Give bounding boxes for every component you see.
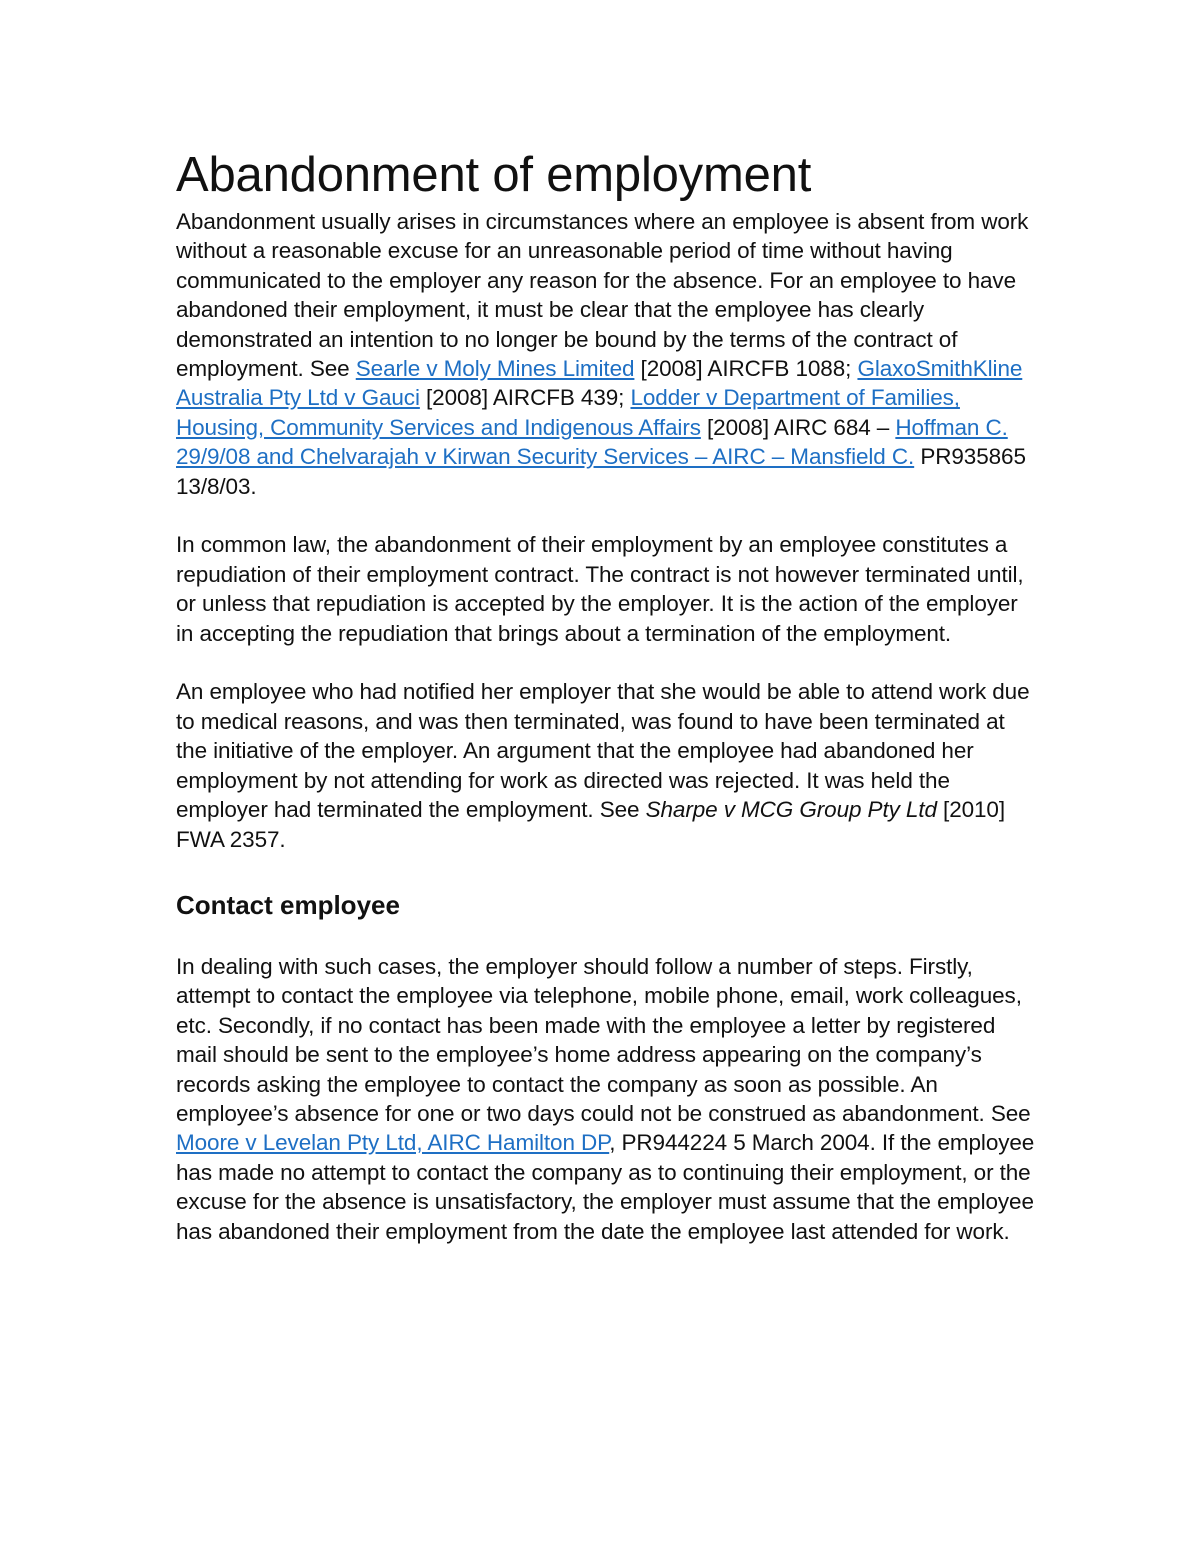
paragraph-contact-steps — [176, 952, 1036, 1246]
paragraph-text: [2008] AIRCFB 1088; — [634, 356, 858, 382]
paragraph-text: PR935865 13/8/03. — [176, 444, 1026, 499]
paragraph-text: In dealing with such cases, the employer should follow a number of steps. Firstly, attempt to contact the employee via telephone, mobile phone, email, work colleagues, etc. Secondly, if no contact has been made with the employee a letter by registered mail should be sent to the employee’s home address appearing on the company’s records asking the employee to contact the company as soon as possible. An employee’s absence for one or two days could not be construed as abandonment. See — [176, 953, 1031, 1126]
paragraph-text: [2010] FWA 2357. — [176, 797, 1005, 852]
case-citation-sharpe: Sharpe v MCG Group Pty Ltd — [645, 797, 937, 823]
paragraph-text: Abandonment usually arises in circumstances where an employee is absent from work without a reasonable excuse for an unreasonable period of time without having communicated to the employer any reason for the absence. For an employee to have abandoned their employment, it must be clear that the employee has clearly demonstrated an intention to no longer be bound by the terms of the contract of employment. See — [176, 209, 1029, 382]
paragraph-text: [2008] AIRCFB 439; — [419, 385, 631, 411]
paragraph-text: An employee who had notified her employer that she would be able to attend work due to medical reasons, and was then terminated, was found to have been terminated at the initiative of the employer. An argument that the employee had abandoned her employment by not attending for work as directed was rejected. It was held the employer had terminated the employment. See — [176, 679, 1030, 823]
link-hoffman-chelvarajah[interactable]: Hoffman C. 29/9/08 and Chelvarajah v Kirwan Security Services – AIRC – Mansfield C. — [176, 414, 1008, 470]
paragraph-common-law: In common law, the abandonment of their employment by an employee constitutes a repudiation of their employment contract. The contract is not however terminated until, or unless that repudiation is accepted by the employer. It is the action of the employer in accepting the repudiation that brings about a termination of the employment. — [176, 532, 1024, 646]
paragraph-text: [2008] AIRC 684 – — [700, 414, 896, 440]
link-glaxosmithkline-v-gauci[interactable]: GlaxoSmithKline Australia Pty Ltd v Gauci — [176, 356, 1023, 411]
document-content — [176, 143, 1036, 1246]
paragraph-text: , PR944224 5 March 2004. If the employee has made no attempt to contact the company as to continuing their employment, or the excuse for the absence is unsatisfactory, the employer must assume that the employee has abandoned their employment from the date the employee last attended for work. — [176, 1130, 1035, 1244]
link-searle-v-moly-mines[interactable]: Searle v Moly Mines Limited — [355, 356, 635, 382]
paragraph-medical-reasons-case — [176, 677, 1036, 853]
link-lodder-v-department[interactable]: Lodder v Department of Families, Housing, Community Services and Indigenous Affairs — [176, 385, 960, 440]
paragraph-abandonment-definition — [176, 207, 1036, 501]
section-heading-contact-employee: Contact employee — [176, 889, 400, 920]
page-title: Abandonment of employment — [176, 148, 812, 202]
link-moore-v-levelan[interactable]: Moore v Levelan Pty Ltd, AIRC Hamilton DP — [176, 1130, 610, 1156]
